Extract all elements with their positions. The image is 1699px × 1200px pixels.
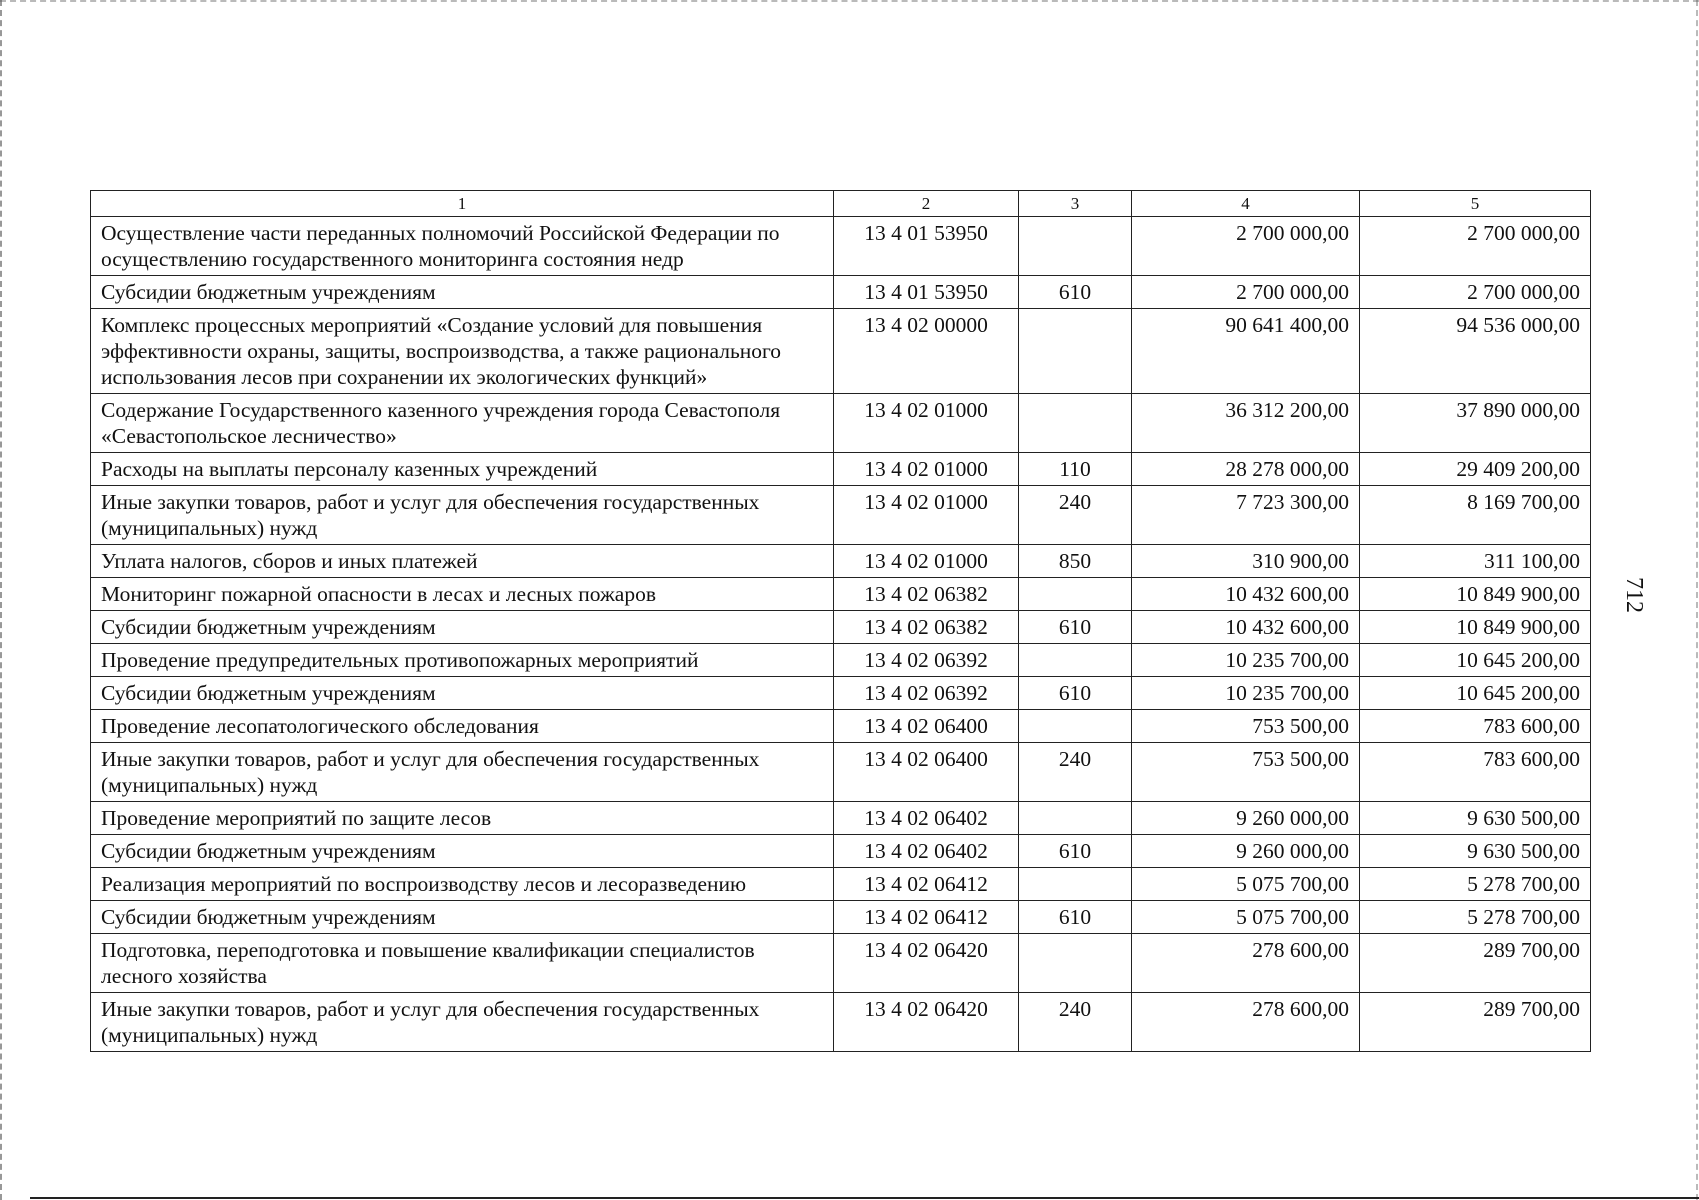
column-header: 4 (1132, 191, 1360, 217)
row-expense-type-cell: 240 (1019, 743, 1132, 802)
row-name-cell: Реализация мероприятий по воспроизводству лесов и лесоразведению (91, 868, 834, 901)
row-code-cell: 13 4 02 01000 (834, 545, 1019, 578)
column-header: 3 (1019, 191, 1132, 217)
row-amount-year2-cell: 10 645 200,00 (1360, 677, 1591, 710)
table-row (91, 743, 1591, 802)
row-amount-year2-cell: 289 700,00 (1360, 993, 1591, 1052)
row-expense-type-cell: 110 (1019, 453, 1132, 486)
row-code-cell: 13 4 02 01000 (834, 394, 1019, 453)
row-name-cell: Субсидии бюджетным учреждениям (91, 901, 834, 934)
row-code-cell: 13 4 02 06420 (834, 993, 1019, 1052)
table-header-row (91, 191, 1591, 217)
row-amount-year1-cell: 5 075 700,00 (1132, 901, 1360, 934)
row-code-cell: 13 4 02 00000 (834, 309, 1019, 394)
row-name-cell: Комплекс процессных мероприятий «Создание условий для повышения эффективности охраны, защиты, воспроизводства, а также рационального использования лесов при сохранении их экологических функций» (91, 309, 834, 394)
row-amount-year2-cell: 5 278 700,00 (1360, 868, 1591, 901)
row-amount-year1-cell: 310 900,00 (1132, 545, 1360, 578)
page-number: 712 (1621, 577, 1647, 613)
row-amount-year2-cell: 94 536 000,00 (1360, 309, 1591, 394)
table-row (91, 644, 1591, 677)
row-expense-type-cell (1019, 217, 1132, 276)
row-amount-year2-cell: 9 630 500,00 (1360, 802, 1591, 835)
row-amount-year2-cell: 311 100,00 (1360, 545, 1591, 578)
table-row (91, 394, 1591, 453)
row-name-cell: Осуществление части переданных полномочий Российской Федерации по осуществлению государственного мониторинга состояния недр (91, 217, 834, 276)
table-row (91, 545, 1591, 578)
row-name-cell: Подготовка, переподготовка и повышение квалификации специалистов лесного хозяйства (91, 934, 834, 993)
row-amount-year1-cell: 9 260 000,00 (1132, 835, 1360, 868)
row-amount-year1-cell: 278 600,00 (1132, 934, 1360, 993)
column-header: 2 (834, 191, 1019, 217)
row-code-cell: 13 4 02 06412 (834, 901, 1019, 934)
row-expense-type-cell (1019, 394, 1132, 453)
row-name-cell: Уплата налогов, сборов и иных платежей (91, 545, 834, 578)
row-amount-year1-cell: 10 432 600,00 (1132, 611, 1360, 644)
row-name-cell: Проведение лесопатологического обследования (91, 710, 834, 743)
row-amount-year1-cell: 7 723 300,00 (1132, 486, 1360, 545)
row-code-cell: 13 4 02 06412 (834, 868, 1019, 901)
row-name-cell: Мониторинг пожарной опасности в лесах и лесных пожаров (91, 578, 834, 611)
row-amount-year1-cell: 2 700 000,00 (1132, 217, 1360, 276)
table-row (91, 309, 1591, 394)
table-row (91, 835, 1591, 868)
budget-table-body (91, 191, 1591, 1052)
table-row (91, 611, 1591, 644)
row-expense-type-cell (1019, 868, 1132, 901)
row-expense-type-cell (1019, 578, 1132, 611)
row-amount-year1-cell: 10 235 700,00 (1132, 677, 1360, 710)
row-amount-year1-cell: 10 235 700,00 (1132, 644, 1360, 677)
row-code-cell: 13 4 02 06402 (834, 835, 1019, 868)
row-code-cell: 13 4 02 06402 (834, 802, 1019, 835)
row-expense-type-cell: 850 (1019, 545, 1132, 578)
row-expense-type-cell: 610 (1019, 611, 1132, 644)
row-amount-year2-cell: 2 700 000,00 (1360, 276, 1591, 309)
row-name-cell: Проведение мероприятий по защите лесов (91, 802, 834, 835)
table-row (91, 993, 1591, 1052)
table-row (91, 578, 1591, 611)
table-row (91, 710, 1591, 743)
row-expense-type-cell (1019, 934, 1132, 993)
row-name-cell: Субсидии бюджетным учреждениям (91, 835, 834, 868)
column-header: 5 (1360, 191, 1591, 217)
row-amount-year2-cell: 37 890 000,00 (1360, 394, 1591, 453)
row-code-cell: 13 4 02 06382 (834, 578, 1019, 611)
row-expense-type-cell: 610 (1019, 276, 1132, 309)
row-code-cell: 13 4 02 01000 (834, 453, 1019, 486)
table-row (91, 217, 1591, 276)
scan-edge-right (1696, 0, 1698, 1200)
scan-edge-top (0, 0, 1699, 2)
row-amount-year1-cell: 278 600,00 (1132, 993, 1360, 1052)
row-name-cell: Иные закупки товаров, работ и услуг для обеспечения государственных (муниципальных) нужд (91, 486, 834, 545)
row-amount-year1-cell: 5 075 700,00 (1132, 868, 1360, 901)
row-name-cell: Проведение предупредительных противопожарных мероприятий (91, 644, 834, 677)
row-name-cell: Субсидии бюджетным учреждениям (91, 611, 834, 644)
table-row (91, 934, 1591, 993)
row-name-cell: Содержание Государственного казенного учреждения города Севастополя «Севастопольское лесничество» (91, 394, 834, 453)
row-amount-year2-cell: 9 630 500,00 (1360, 835, 1591, 868)
row-expense-type-cell: 240 (1019, 993, 1132, 1052)
row-expense-type-cell (1019, 309, 1132, 394)
table-row (91, 276, 1591, 309)
table-row (91, 677, 1591, 710)
table-row (91, 802, 1591, 835)
row-amount-year1-cell: 28 278 000,00 (1132, 453, 1360, 486)
column-header: 1 (91, 191, 834, 217)
row-amount-year2-cell: 289 700,00 (1360, 934, 1591, 993)
scan-edge-left (0, 0, 4, 1200)
row-amount-year1-cell: 2 700 000,00 (1132, 276, 1360, 309)
row-name-cell: Иные закупки товаров, работ и услуг для обеспечения государственных (муниципальных) нужд (91, 743, 834, 802)
scan-edge-bottom (30, 1197, 1699, 1199)
row-amount-year1-cell: 9 260 000,00 (1132, 802, 1360, 835)
row-name-cell: Расходы на выплаты персоналу казенных учреждений (91, 453, 834, 486)
row-amount-year1-cell: 10 432 600,00 (1132, 578, 1360, 611)
row-code-cell: 13 4 02 06392 (834, 644, 1019, 677)
row-expense-type-cell: 610 (1019, 835, 1132, 868)
budget-table (90, 190, 1591, 1052)
row-code-cell: 13 4 01 53950 (834, 276, 1019, 309)
row-code-cell: 13 4 02 06420 (834, 934, 1019, 993)
row-expense-type-cell: 610 (1019, 677, 1132, 710)
row-amount-year2-cell: 10 645 200,00 (1360, 644, 1591, 677)
table-row (91, 868, 1591, 901)
table-row (91, 486, 1591, 545)
row-code-cell: 13 4 02 06382 (834, 611, 1019, 644)
row-amount-year2-cell: 10 849 900,00 (1360, 611, 1591, 644)
row-code-cell: 13 4 02 06392 (834, 677, 1019, 710)
row-code-cell: 13 4 01 53950 (834, 217, 1019, 276)
row-name-cell: Субсидии бюджетным учреждениям (91, 677, 834, 710)
row-amount-year2-cell: 29 409 200,00 (1360, 453, 1591, 486)
row-amount-year2-cell: 10 849 900,00 (1360, 578, 1591, 611)
row-amount-year1-cell: 90 641 400,00 (1132, 309, 1360, 394)
row-amount-year2-cell: 5 278 700,00 (1360, 901, 1591, 934)
row-expense-type-cell (1019, 710, 1132, 743)
row-expense-type-cell: 240 (1019, 486, 1132, 545)
row-expense-type-cell (1019, 802, 1132, 835)
row-name-cell: Субсидии бюджетным учреждениям (91, 276, 834, 309)
row-amount-year2-cell: 8 169 700,00 (1360, 486, 1591, 545)
row-amount-year2-cell: 783 600,00 (1360, 743, 1591, 802)
row-expense-type-cell: 610 (1019, 901, 1132, 934)
row-amount-year2-cell: 2 700 000,00 (1360, 217, 1591, 276)
row-code-cell: 13 4 02 06400 (834, 710, 1019, 743)
row-amount-year2-cell: 783 600,00 (1360, 710, 1591, 743)
row-amount-year1-cell: 36 312 200,00 (1132, 394, 1360, 453)
row-amount-year1-cell: 753 500,00 (1132, 710, 1360, 743)
row-expense-type-cell (1019, 644, 1132, 677)
table-row (91, 901, 1591, 934)
table-row (91, 453, 1591, 486)
row-code-cell: 13 4 02 01000 (834, 486, 1019, 545)
row-amount-year1-cell: 753 500,00 (1132, 743, 1360, 802)
row-code-cell: 13 4 02 06400 (834, 743, 1019, 802)
row-name-cell: Иные закупки товаров, работ и услуг для обеспечения государственных (муниципальных) нужд (91, 993, 834, 1052)
